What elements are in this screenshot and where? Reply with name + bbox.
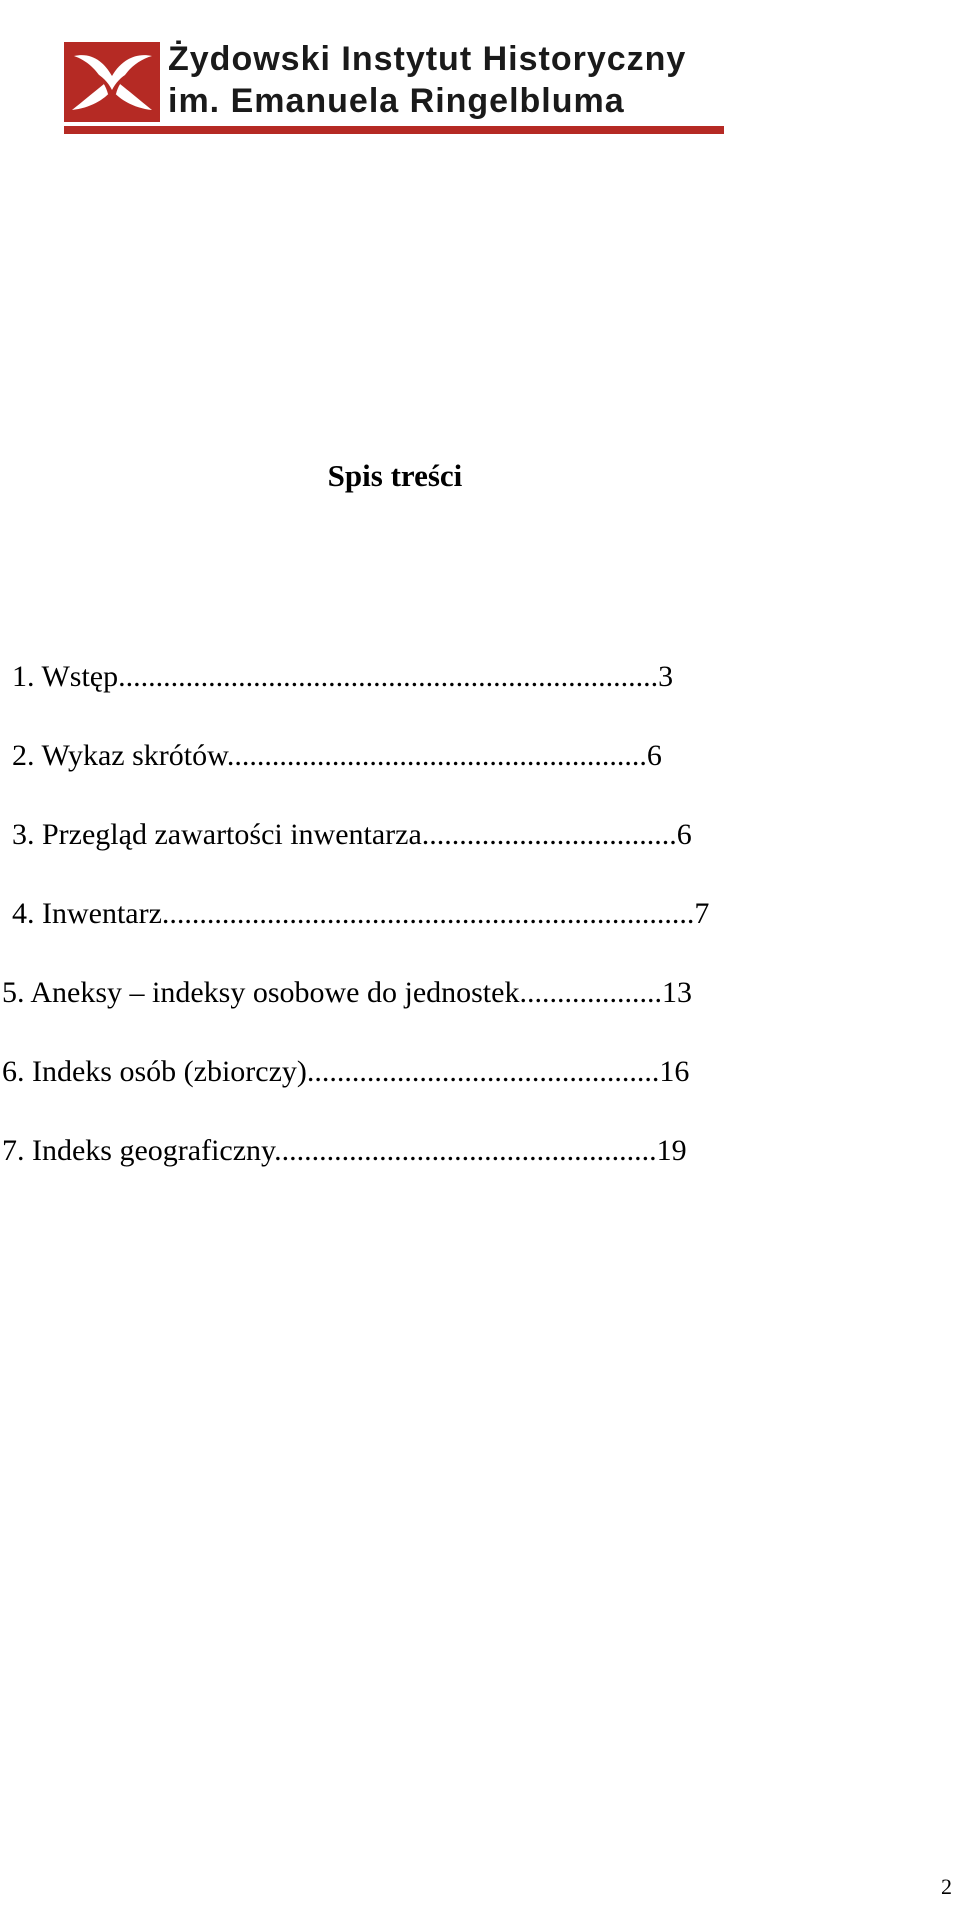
- logo-line-1: Żydowski Instytut Historyczny: [168, 40, 687, 78]
- toc-entry-aneksy[interactable]: 5. Aneksy – indeksy osobowe do jednostek...................13: [2, 976, 692, 1009]
- toc-title: Spis treści: [327, 458, 463, 493]
- toc-entry-indeks-geograficzny[interactable]: 7. Indeks geograficzny...................................................19: [2, 1134, 687, 1167]
- toc-entry-wstep[interactable]: 1. Wstęp........................................................................3: [12, 660, 674, 693]
- toc-entry-przeglad[interactable]: 3. Przegląd zawartości inwentarza..................................6: [12, 818, 692, 851]
- toc-entry-wykaz-skrotow[interactable]: 2. Wykaz skrótów........................................................6: [12, 739, 662, 772]
- toc-entry-inwentarz[interactable]: 4. Inwentarz.......................................................................7: [12, 897, 710, 930]
- logo-line-2: im. Emanuela Ringelbluma: [168, 82, 625, 120]
- toc-entry-indeks-osob[interactable]: 6. Indeks osób (zbiorczy)...............................................16: [2, 1055, 690, 1088]
- page-number: 2: [941, 1874, 952, 1899]
